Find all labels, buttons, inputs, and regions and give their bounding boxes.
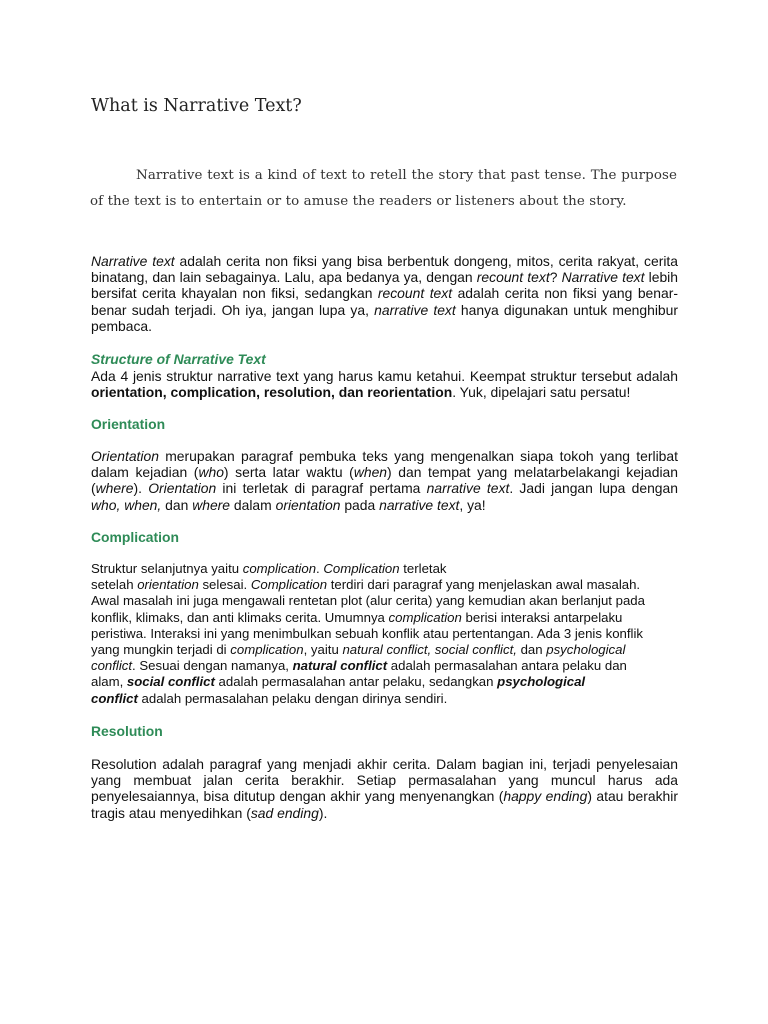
em-text: who, when, [91,496,162,513]
text-run: adalah permasalahan pelaku dengan dirinya sendiri. [137,690,448,706]
em-text: narrative text [379,496,460,513]
em-text: recount text [476,269,550,286]
text-run: , yaitu [303,642,343,658]
text-run: dalam [230,496,276,513]
em-text: Narrative text [561,269,645,286]
em-text: complication [388,609,462,625]
text-run: Ada 4 jenis struktur narrative text yang harus kamu ketahui. Keempat struktur tersebut adalah [91,368,678,384]
em-text: sad ending [250,804,319,821]
text-line [91,674,678,690]
text-run: adalah permasalahan antar pelaku, sedangkan [214,674,498,690]
text-run: . [316,561,324,576]
em-text: natural conflict, social conflict, [342,642,517,658]
em-text: narrative text [426,480,510,497]
em-text: recount text [377,285,453,302]
text-run: hanya digunakan untuk menghibur pembaca. [91,301,679,334]
text-run: adalah permasalahan antara pelaku dan [387,658,627,674]
text-run: . Sesuai dengan namanya, [132,658,293,674]
orientation-paragraph [91,448,678,513]
text-line [91,626,678,642]
text-run: dan [161,496,193,513]
em-text: when [353,464,388,481]
em-text: Orientation [91,448,159,464]
complication-heading: Complication [91,529,179,545]
text-line [91,577,678,593]
text-run: peristiwa. Interaksi ini yang menimbulkan sebuah konflik atau pertentangan. Ada 3 jenis konflik [91,625,644,641]
em-text: orientation [137,577,199,593]
orientation-heading: Orientation [91,416,166,432]
text-run: lebih bersifat cerita khayalan non fiksi, sedangkan [91,269,678,302]
text-run: terletak [399,561,447,576]
em-text: Orientation [148,480,217,497]
text-run: ini terletak di paragraf pertama [216,480,427,497]
resolution-paragraph [91,756,678,821]
text-line [91,642,678,658]
em-text: narrative text [374,301,456,318]
text-run: terdiri dari paragraf yang menjelaskan awal masalah. [327,577,641,593]
text-run: ) dan tempat yang melatarbelakangi kejadian ( [91,464,679,497]
text-run: yang mungkin terjadi di [91,642,231,658]
resolution-heading: Resolution [91,723,163,739]
strong-em-text: psychological [497,674,586,690]
em-text: where [95,480,134,497]
em-text: where [192,496,231,513]
text-run: ). [318,804,328,821]
em-text: Complication [323,561,400,576]
em-text: happy ending [503,788,588,805]
text-run: adalah cerita non fiksi yang benar-benar sudah terjadi. Oh iya, jangan lupa ya, [91,285,678,318]
text-line [91,561,678,577]
text-run: Struktur selanjutnya yaitu [91,561,243,576]
em-text: Complication [250,577,328,593]
text-line [91,593,678,609]
intro-paragraph: Narrative text is a kind of text to retell the story that past tense. The purpose of the text is to entertain or to amuse the readers or listeners about the story. [90,168,677,209]
em-text: who [198,464,224,481]
narrative-definition-paragraph [91,253,678,334]
text-run: alam, [91,674,127,690]
text-run: konflik, klimaks, dan anti klimaks cerita. Umumnya [91,609,389,625]
text-run: . Yuk, dipelajari satu persatu! [452,384,631,401]
text-run: setelah [91,577,138,593]
complication-paragraph [91,561,678,707]
text-run: berisi interaksi antarpelaku [461,609,623,625]
structure-paragraph [91,368,678,400]
text-line [91,658,678,674]
em-text: complication [230,642,304,658]
text-run: ) atau berakhir tragis atau menyedihkan ( [91,788,678,821]
text-run: ? [549,269,562,286]
text-run: Awal masalah ini juga mengawali rentetan plot (alur cerita) yang kemudian akan berlanjut pada [91,593,645,609]
text-run: selesai. [198,577,251,593]
strong-em-text: natural conflict [292,658,388,674]
text-run: , ya! [459,496,486,513]
em-text: psychological [546,642,626,658]
text-line [91,610,678,626]
strong-em-text: conflict [91,690,138,706]
text-run: dan [516,642,547,658]
text-line [91,691,678,707]
text-run: ). [133,480,149,497]
structure-heading: Structure of Narrative Text [91,351,266,367]
em-text: orientation [275,496,341,513]
strong-text: orientation, complication, resolution, dan reorientation [91,384,453,401]
text-run: adalah cerita non fiksi yang bisa berbentuk dongeng, mitos, cerita rakyat, cerita binatang, dan lain sebagainya. Lalu, apa bedanya ya, dengan [91,253,678,286]
em-text: complication [242,561,317,576]
em-text: Narrative text [91,253,175,269]
em-text: conflict [91,658,133,674]
strong-em-text: social conflict [126,674,215,690]
text-run: merupakan paragraf pembuka teks yang mengenalkan siapa tokoh yang terlibat dalam kejadian ( [91,448,678,481]
page-title: What is Narrative Text? [91,96,302,116]
text-run: ) serta latar waktu ( [223,464,354,481]
text-run: pada [340,496,380,513]
text-run: Resolution adalah paragraf yang menjadi akhir cerita. Dalam bagian ini, terjadi penyelesaian yang membuat jalan cerita berakhir. Setiap permasalahan yang muncul harus ada penyelesaiannya, bisa ditutup dengan akhir yang menyenangkan ( [91,756,678,805]
text-run: . Jadi jangan lupa dengan [509,480,678,497]
